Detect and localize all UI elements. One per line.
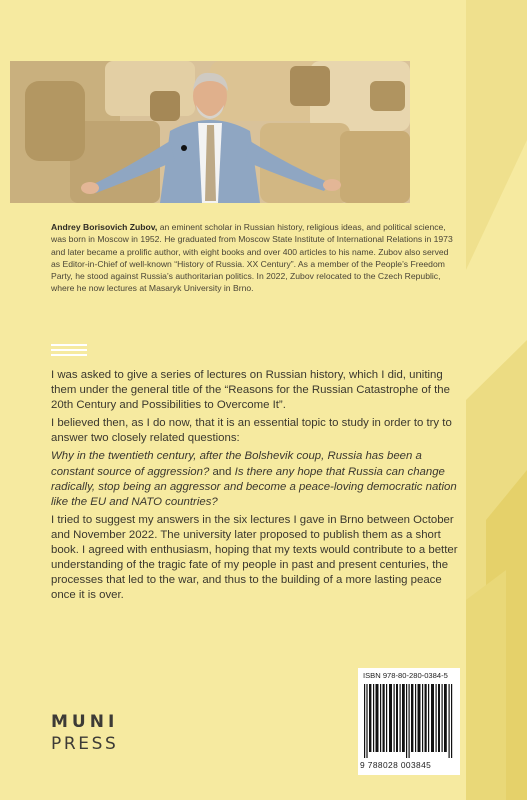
question-1: Why in the twentieth century, after the Bolshevik coup, Russia has been a constant source of aggression? xyxy=(51,450,422,478)
author-photo xyxy=(10,61,410,203)
blurb xyxy=(51,368,466,606)
blurb-paragraph-4: I tried to suggest my answers in the six lectures I gave in Brno between October and November 2022. The university later proposed to publish them as a short book. I agreed with enthusiasm, hoping that my texts would contribute to a better understanding of the tragic fate of my people in past and present centuries, the processes that led to the war, and thus to the building of a more lasting peace once it is over. xyxy=(51,513,458,602)
blurb-paragraph-1: I was asked to give a series of lectures on Russian history, which I did, uniting them under the general title of the “Reasons for the Russian Catastrophe of the 20th Century and Possibilities to Overcome It”. xyxy=(51,369,450,412)
author-bio-text: an eminent scholar in Russian history, religious ideas, and political science, was born in Moscow in 1952. He graduated from Moscow State Institute of International Relations in 1973 and later became a prolific author, with eight books and over 400 articles to his name. Zubov also served as Editor-in-Chief of well-known “History of Russia. XX Century”. As a member of the People’s Freedom Party, he stood against Russia’s authoritarian politics. In 2022, Zubov relocated to the Czech Republic, where he now lectures at Masaryk University in Brno. xyxy=(51,222,453,294)
question-2: Is there any hope that Russia can change radically, stop being an aggressor and become a peace-loving democratic nation like the EU and NATO countries? xyxy=(51,465,457,508)
isbn-digits: 9 788028 003845 xyxy=(360,760,432,770)
publisher-logo xyxy=(51,711,118,755)
publisher-logo-line-2: PRESS xyxy=(51,734,119,754)
barcode-icon xyxy=(364,684,454,758)
isbn-barcode-box xyxy=(358,668,460,775)
blurb-paragraph-2: I believed then, as I do now, that it is an essential topic to study in order to try to answer two closely related questions: xyxy=(51,417,452,445)
author-name: Andrey Borisovich Zubov, xyxy=(51,222,158,232)
decorative-stripe xyxy=(466,0,527,800)
isbn-label: ISBN 978-80-280-0384-5 xyxy=(363,671,448,680)
publisher-logo-line-1: MUNI xyxy=(51,712,119,732)
author-bio xyxy=(51,221,456,295)
question-join: and xyxy=(209,465,235,478)
blurb-questions xyxy=(51,449,466,509)
decorative-bars-icon xyxy=(51,344,87,359)
